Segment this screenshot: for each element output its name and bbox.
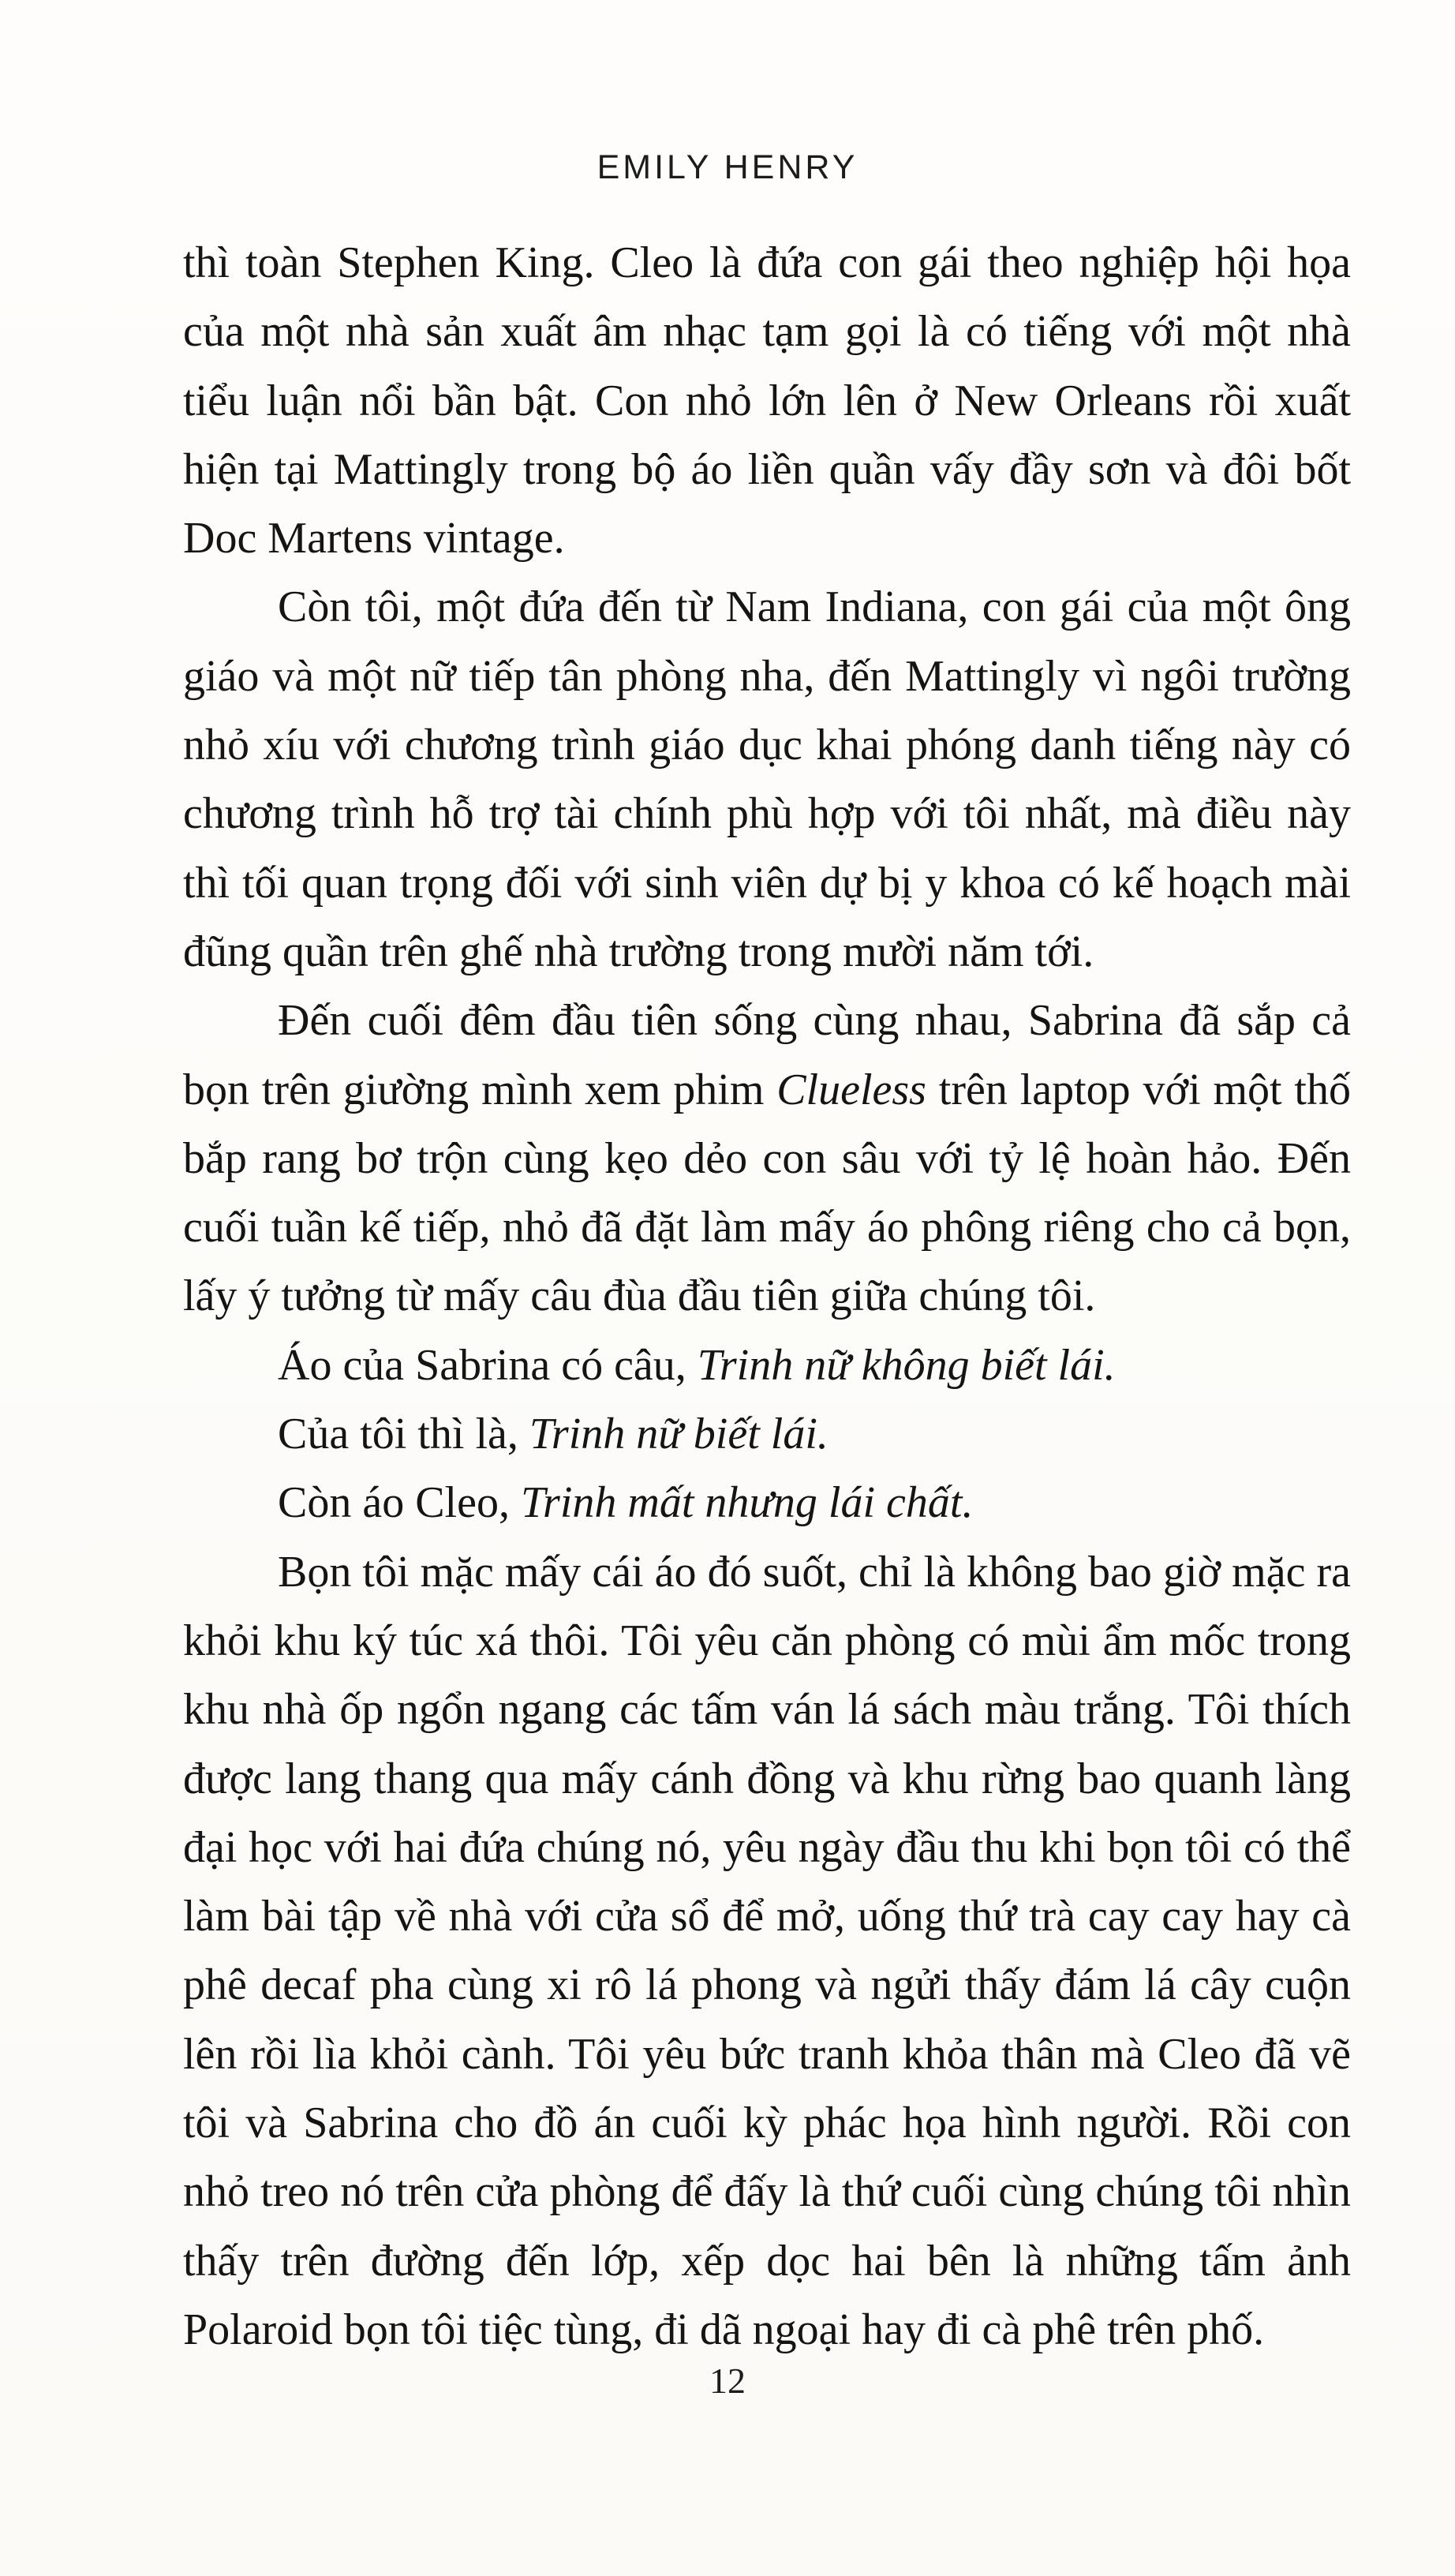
- page-number: 12: [709, 2361, 746, 2401]
- paragraph-5-text: Của tôi thì là,: [278, 1410, 529, 1459]
- paragraph-6: [183, 1469, 1351, 1537]
- paragraph-2: Còn tôi, một đứa đến từ Nam Indiana, con gái của một ông giáo và một nữ tiếp tân phòng nha, đến Mattingly vì ngôi trường nhỏ xíu với chương trình giáo dục khai phóng danh tiếng này có chương trình hỗ trợ tài chính phù hợp với tôi nhất, mà điều này thì tối quan trọng đối với sinh viên dự bị y khoa có kế hoạch mài đũng quần trên ghế nhà trường trong mười năm tới.: [183, 582, 1351, 976]
- shirt-slogan-narrator: Trinh nữ biết lái.: [529, 1410, 828, 1459]
- body-text: [183, 229, 1351, 2364]
- paragraph-3-text-b: trên laptop với một thố bắp rang bơ trộn cùng kẹo dẻo con sâu với tỷ lệ hoàn hảo. Đến cuối tuần kế tiếp, nhỏ đã đặt làm mấy áo phông riêng cho cả bọn, lấy ý tưởng từ mấy câu đùa đầu tiên giữa chúng tôi.: [183, 1065, 1351, 1321]
- paragraph-1: thì toàn Stephen King. Cleo là đứa con gái theo nghiệp hội họa của một nhà sản xuất âm nhạc tạm gọi là có tiếng với một nhà tiểu luận nổi bần bật. Con nhỏ lớn lên ở New Orleans rồi xuất hiện tại Mattingly trong bộ áo liền quần vấy đầy sơn và đôi bốt Doc Martens vintage.: [183, 238, 1351, 564]
- shirt-slogan-sabrina: Trinh nữ không biết lái.: [697, 1340, 1116, 1390]
- paragraph-3: [183, 987, 1351, 1331]
- paragraph-4-text: Áo của Sabrina có câu,: [278, 1340, 698, 1390]
- paragraph-4: [183, 1331, 1351, 1400]
- paragraph-7: Bọn tôi mặc mấy cái áo đó suốt, chỉ là không bao giờ mặc ra khỏi khu ký túc xá thôi. Tôi yêu căn phòng có mùi ẩm mốc trong khu nhà ốp ngổn ngang các tấm ván lá sách màu trắng. Tôi thích được lang thang qua mấy cánh đồng và khu rừng bao quanh làng đại học với hai đứa chúng nó, yêu ngày đầu thu khi bọn tôi có thể làm bài tập về nhà với cửa sổ để mở, uống thứ trà cay cay hay cà phê decaf pha cùng xi rô lá phong và ngửi thấy đám lá cây cuộn lên rồi lìa khỏi cành. Tôi yêu bức tranh khỏa thân mà Cleo đã vẽ tôi và Sabrina cho đồ án cuối kỳ phác họa hình người. Rồi con nhỏ treo nó trên cửa phòng để đấy là thứ cuối cùng chúng tôi nhìn thấy trên đường đến lớp, xếp dọc hai bên là những tấm ảnh Polaroid bọn tôi tiệc tùng, đi dã ngoại hay đi cà phê trên phố.: [183, 1547, 1351, 2354]
- shirt-slogan-cleo: Trinh mất nhưng lái chất.: [520, 1478, 974, 1528]
- movie-title: Clueless: [776, 1065, 926, 1114]
- running-header: EMILY HENRY: [597, 148, 858, 186]
- paragraph-6-text: Còn áo Cleo,: [278, 1478, 521, 1528]
- paragraph-3-text-a: Đến cuối đêm đầu tiên sống cùng nhau, Sabrina đã sắp cả bọn trên giường mình xem phim: [183, 996, 1351, 1114]
- paragraph-5: [183, 1400, 1351, 1469]
